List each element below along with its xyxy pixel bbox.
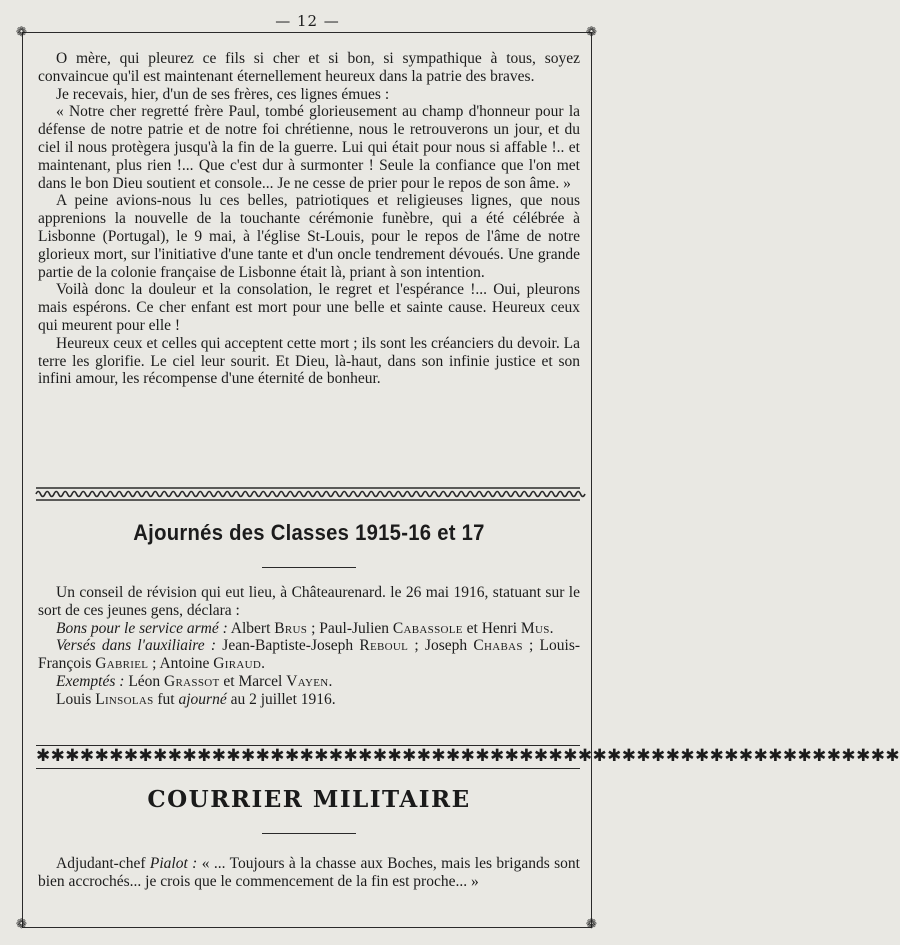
paragraph: Heureux ceux et celles qui acceptent cette mort ; ils sont les créanciers du devoir. La terre les glorifie. Le ciel leur sourit. Et Dieu, là-haut, dans son infinie justice et son infini amour, les récompense d'une éternité de bonheur. bbox=[38, 334, 580, 388]
courrier-section-title: COURRIER MILITAIRE bbox=[147, 786, 471, 813]
courrier-section-body bbox=[38, 855, 580, 891]
bons-label: Bons pour le service armé : bbox=[56, 619, 228, 637]
courrier-message: « ... Toujours à la chasse aux Boches, mais les brigands sont bien accrochés... je crois que le commencement de la fin est proche... » bbox=[38, 855, 580, 890]
exemptes-line bbox=[38, 673, 580, 691]
courrier-prefix: Adjudant-chef bbox=[56, 855, 150, 872]
bons-line bbox=[38, 620, 580, 638]
verses-line bbox=[38, 637, 580, 673]
page-number: — 12 — bbox=[275, 12, 340, 30]
article-body bbox=[38, 50, 580, 388]
courrier-paragraph bbox=[38, 855, 580, 891]
courrier-sender: Pialot : bbox=[149, 855, 198, 872]
bons-names: Albert Brus ; Paul-Julien Cabassole et Henri Mus. bbox=[230, 619, 554, 637]
classes-section-title: Ajournés des Classes 1915-16 et 17 bbox=[133, 520, 485, 545]
star-divider: ✱✱✱✱✱✱✱✱✱✱✱✱✱✱✱✱✱✱✱✱✱✱✱✱✱✱✱✱✱✱✱✱✱✱✱✱✱✱✱✱✱✱✱✱✱✱✱✱✱✱✱✱✱✱✱✱✱✱✱ bbox=[36, 745, 580, 769]
exemptes-names: Léon Grassot et Marcel Vayen. bbox=[128, 672, 333, 690]
corner-ornament-icon: ❁ bbox=[16, 917, 27, 932]
paragraph: O mère, qui pleurez ce fils si cher et si bon, si sympathique à tous, soyez convaincue qu'il est maintenant éternellement heureux dans la patrie des braves. bbox=[38, 50, 580, 85]
wave-divider-icon bbox=[36, 486, 580, 502]
ajourne-word: ajourné bbox=[178, 690, 227, 708]
verses-names: Jean-Baptiste-Joseph Reboul ; Joseph Chabas ; Louis-François Gabriel ; Antoine Giraud. bbox=[38, 637, 581, 673]
ajourne-name: Louis Linsolas fut bbox=[56, 690, 175, 708]
paragraph: Voilà donc la douleur et la consolation, le regret et l'espérance !... Oui, pleurons mais espérons. Ce cher enfant est mort pour une belle et sainte cause. Heureux ceux qui meurent pour elle ! bbox=[38, 281, 580, 334]
ajourne-date: au 2 juillet 1916. bbox=[230, 690, 336, 708]
exemptes-label: Exemptés : bbox=[56, 672, 125, 690]
corner-ornament-icon: ❁ bbox=[16, 25, 27, 40]
title-underline bbox=[262, 567, 356, 568]
paragraph: A peine avions-nous lu ces belles, patriotiques et religieuses lignes, que nous apprenions la nouvelle de la touchante cérémonie funèbre, qui a été célébrée à Lisbonne (Portugal), le 9 mai, à l'église St-Louis, pour le repos de l'âme de notre glorieux mort, sur l'initiative d'une tante et d'un oncle tendrement dévoués. Une grande partie de la colonie française de Lisbonne était là, priant à son intention. bbox=[38, 192, 580, 281]
paragraph: Je recevais, hier, d'un de ses frères, ces lignes émues : bbox=[56, 85, 390, 103]
title-underline bbox=[262, 833, 356, 834]
intro-paragraph: Un conseil de révision qui eut lieu, à Châteaurenard. le 26 mai 1916, statuant sur le sort de ces jeunes gens, déclara : bbox=[38, 584, 580, 619]
classes-section-body bbox=[38, 584, 580, 709]
corner-ornament-icon: ❁ bbox=[586, 25, 597, 40]
ajourne-line bbox=[38, 691, 580, 709]
corner-ornament-icon: ❁ bbox=[586, 917, 597, 932]
paragraph: « Notre cher regretté frère Paul, tombé glorieusement au champ d'honneur pour la défense de notre patrie et de notre foi chrétienne, nous le retrouverons un jour, et du ciel il nous protègera jusqu'à la fin de la guerre. Lui qui était pour nous si affable !.. et maintenant, plus rien !... Que c'est dur à surmonter ! Seule la confiance que l'on met dans le bon Dieu soutient et console... Je ne cesse de prier pour le repos de son âme. » bbox=[38, 103, 580, 192]
verses-label: Versés dans l'auxiliaire : bbox=[56, 637, 217, 655]
